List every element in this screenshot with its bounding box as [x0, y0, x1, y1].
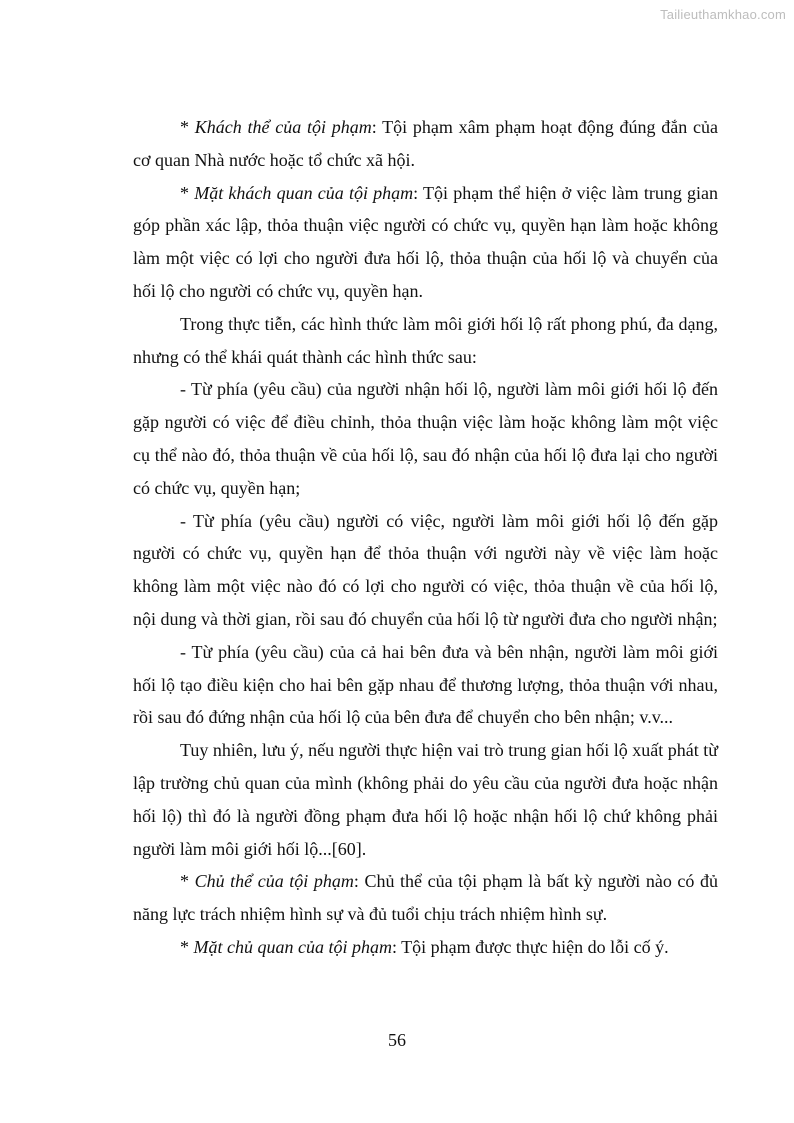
paragraph-italic-heading: Mặt khách quan của tội phạm [194, 182, 414, 203]
paragraph-text: Trong thực tiễn, các hình thức làm môi giới hối lộ rất phong phú, đa dạng, nhưng có thể khái quát thành các hình thức sau: [133, 313, 718, 367]
paragraph-practice-forms [133, 308, 718, 374]
paragraph-form-receiver-side [133, 373, 718, 504]
paragraph-text: - Từ phía (yêu cầu) của người nhận hối lộ, người làm môi giới hối lộ đến gặp người có việc để điều chỉnh, thỏa thuận việc làm hoặc không làm một việc cụ thể nào đó, thỏa thuận về của hối lộ, sau đó nhận của hối lộ đưa lại cho người có chức vụ, quyền hạn; [133, 379, 718, 498]
paragraph-italic-heading: Mặt chủ quan của tội phạm [193, 936, 392, 957]
paragraph-prefix: * [180, 117, 195, 137]
paragraph-form-requester-side [133, 505, 718, 636]
page-number: 56 [388, 1030, 406, 1050]
paragraph-form-both-sides [133, 636, 718, 734]
document-body [133, 111, 718, 964]
paragraph-text: Tuy nhiên, lưu ý, nếu người thực hiện vai trò trung gian hối lộ xuất phát từ lập trường chủ quan của mình (không phải do yêu cầu của người đưa hoặc nhận hối lộ) thì đó là người đồng phạm đưa hối lộ hoặc nhận hối lộ chứ không phải người làm môi giới hối lộ...[60]. [133, 740, 718, 859]
paragraph-objective-aspect [133, 177, 718, 308]
paragraph-italic-heading: Khách thể của tội phạm [194, 117, 372, 137]
watermark-text: Tailieuthamkhao.com [660, 7, 786, 22]
paragraph-prefix: * [180, 871, 195, 892]
paragraph-text: : Chủ thể của tội phạm là bất kỳ người nào có đủ năng lực trách nhiệm hình sự và đủ tuổi chịu trách nhiệm hình sự. [133, 871, 718, 925]
paragraph-italic-heading: Chủ thể của tội phạm [194, 871, 354, 892]
paragraph-subject-of-crime [133, 865, 718, 931]
paragraph-text: - Từ phía (yêu cầu) của cả hai bên đưa và bên nhận, người làm môi giới hối lộ tạo điều kiện cho hai bên gặp nhau để thương lượng, thỏa thuận với nhau, rồi sau đó đứng nhận của hối lộ của bên đưa để chuyển cho bên nhận; v.v... [133, 641, 718, 728]
paragraph-text: : Tội phạm thể hiện ở việc làm trung gian góp phần xác lập, thỏa thuận việc người có chức vụ, quyền hạn làm hoặc không làm một việc có lợi cho người đưa hối lộ, thỏa thuận của hối lộ và chuyển của hối lộ cho người có chức vụ, quyền hạn. [133, 182, 719, 301]
paragraph-prefix: * [180, 936, 194, 957]
paragraph-prefix: * [180, 182, 195, 203]
paragraph-text: : Tội phạm xâm phạm hoạt động đúng đắn của cơ quan Nhà nước hoặc tổ chức xã hội. [133, 117, 718, 170]
paragraph-note [133, 734, 718, 865]
paragraph-subjective-aspect [133, 931, 718, 964]
paragraph-object-of-crime [133, 111, 718, 177]
paragraph-text: : Tội phạm được thực hiện do lỗi cố ý. [391, 936, 669, 957]
paragraph-text: - Từ phía (yêu cầu) người có việc, người làm môi giới hối lộ đến gặp người có chức vụ, quyền hạn để thỏa thuận với người này về việc làm hoặc không làm một việc nào đó có lợi cho người có việc, thỏa thuận về của hối lộ, nội dung và thời gian, rồi sau đó chuyển của hối lộ từ người đưa cho người nhận; [133, 510, 718, 629]
